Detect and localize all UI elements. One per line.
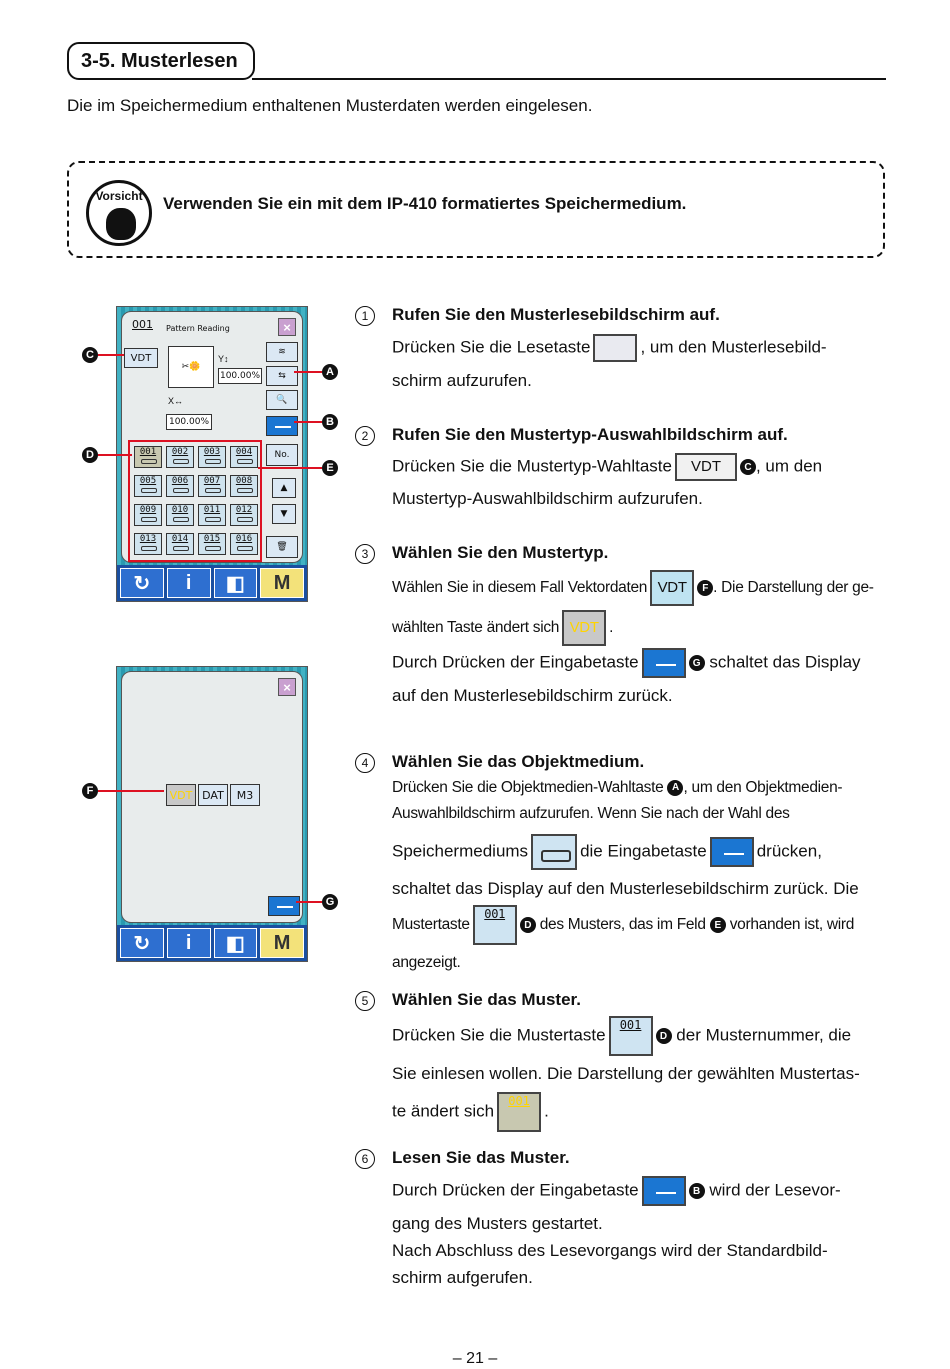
step-6-line-2: gang des Musters gestartet. (392, 1214, 603, 1233)
step-3-line-4: auf den Musterlesebildschirm zurück. (392, 686, 673, 705)
step-title-5: Wählen Sie das Muster. (392, 990, 581, 1009)
step-6-line-1: Durch Drücken der Eingabetaste B wird der Lesevor- (392, 1176, 841, 1206)
close-icon-2[interactable]: × (278, 678, 296, 696)
info-icon[interactable]: i (167, 568, 211, 598)
pattern-button[interactable]: 004 (230, 446, 258, 468)
step-title-1: Rufen Sie den Musterlesebildschirm auf. (392, 305, 720, 324)
step-1-line-1: Drücken Sie die Lesetaste , um den Musterlesebild- (392, 334, 827, 362)
close-icon[interactable]: × (278, 318, 296, 336)
delete-button[interactable]: 🗑 (266, 536, 298, 558)
media-view-icon[interactable]: 🔍 (266, 390, 298, 410)
step-4-line-1: Drücken Sie die Objektmedien-Wahltaste A , um den Objektmedien- (392, 779, 843, 796)
vdt-selected-icon: VDT (562, 610, 606, 646)
step-4-line-5: Mustertaste001D des Musters, das im Feld E vorhanden ist, wird (392, 905, 854, 945)
step-1-line-2: schirm aufzurufen. (392, 371, 532, 390)
scale-y-value: 100.00% (218, 368, 262, 384)
step-5-line-2: Sie einlesen wollen. Die Darstellung der gewählten Mustertas- (392, 1064, 860, 1083)
reset-icon-2[interactable]: ↻ (120, 928, 164, 958)
pattern-button[interactable]: 015 (198, 533, 226, 555)
pattern-button[interactable]: 012 (230, 504, 258, 526)
step-4-line-4: schaltet das Display auf den Musterlesebildschirm zurück. Die (392, 879, 859, 898)
step-number-1: 1 (355, 306, 375, 326)
pattern-button[interactable]: 009 (134, 504, 162, 526)
scale-x-value: 100.00% (166, 414, 212, 430)
step-title-3: Wählen Sie den Mustertyp. (392, 543, 609, 562)
scroll-up-button[interactable]: ▲ (272, 478, 296, 498)
pattern-button[interactable]: 006 (166, 475, 194, 497)
step-number-6: 6 (355, 1149, 375, 1169)
caution-icon-label: Vorsicht (95, 189, 143, 203)
pattern-button[interactable]: 003 (198, 446, 226, 468)
pattern-button[interactable]: 013 (134, 533, 162, 555)
step-5-line-1: Drücken Sie die Mustertaste001D der Musternummer, die (392, 1016, 851, 1056)
marker-c: C (82, 347, 98, 363)
vdt-button-icon: VDT (650, 570, 694, 606)
screen-area-2 (121, 671, 303, 923)
pattern-preview-icon: ✂🌼 (168, 346, 214, 388)
pattern-button-icon: 001 (473, 905, 517, 945)
enter-button-icon-2 (710, 837, 754, 867)
pattern-button[interactable]: 007 (198, 475, 226, 497)
step-2-line-1: Drücken Sie die Mustertyp-Wahltaste VDT C , um den (392, 453, 822, 481)
section-title: 3-5. Musterlesen (67, 42, 255, 80)
stitch-icon[interactable]: ≋ (266, 342, 298, 362)
dat-button[interactable]: DAT (198, 784, 228, 806)
mode-button[interactable]: M (260, 568, 304, 598)
m3-button[interactable]: M3 (230, 784, 260, 806)
step-3-line-1: Wählen Sie in diesem Fall Vektordaten VDT F . Die Darstellung der ge- (392, 570, 874, 606)
reset-icon[interactable]: ↻ (120, 568, 164, 598)
pattern-selected-icon: 001 (497, 1092, 541, 1132)
step-number-3: 3 (355, 544, 375, 564)
step-4-line-3: Speichermediums die Eingabetaste drücken, (392, 834, 822, 870)
marker-f: F (82, 783, 98, 799)
pattern-button[interactable]: 001 (134, 446, 162, 468)
enter-button-icon-3 (642, 1176, 686, 1206)
pattern-button[interactable]: 008 (230, 475, 258, 497)
intro-text: Die im Speichermedium enthaltenen Musterdaten werden eingelesen. (67, 96, 593, 115)
marker-d: D (82, 447, 98, 463)
info-icon-2[interactable]: i (167, 928, 211, 958)
media-select-button[interactable]: ⇆ (266, 366, 298, 386)
vdt-type-button-icon: VDT (675, 453, 737, 481)
read-button-icon (593, 334, 637, 362)
marker-g: G (322, 894, 338, 910)
bottom-bar (117, 565, 307, 601)
marker-b: B (322, 414, 338, 430)
caution-hand-icon (86, 180, 152, 246)
pattern-button[interactable]: 011 (198, 504, 226, 526)
storage-media-icon (531, 834, 577, 870)
marker-a: A (322, 364, 338, 380)
step-4-line-6: angezeigt. (392, 954, 461, 971)
step-4-line-2: Auswahlbildschirm aufzurufen. Wenn Sie nach der Wahl des (392, 805, 790, 822)
step-title-6: Lesen Sie das Muster. (392, 1148, 570, 1167)
step-3-line-2: wählten Taste ändert sich VDT . (392, 610, 613, 646)
enter-button-2[interactable] (268, 896, 300, 916)
step-2-line-2: Mustertyp-Auswahlbildschirm aufzurufen. (392, 489, 703, 508)
step-title-2: Rufen Sie den Mustertyp-Auswahlbildschirm auf. (392, 425, 788, 444)
vdt-button[interactable]: VDT (166, 784, 196, 806)
bottom-bar-2 (117, 925, 307, 961)
enter-button-icon (642, 648, 686, 678)
step-number-4: 4 (355, 753, 375, 773)
step-number-5: 5 (355, 991, 375, 1011)
caution-text: Verwenden Sie ein mit dem IP-410 formatiertes Speichermedium. (163, 194, 687, 213)
step-3-line-3: Durch Drücken der Eingabetaste G schaltet das Display (392, 648, 861, 678)
pattern-button[interactable]: 010 (166, 504, 194, 526)
pattern-button[interactable]: 016 (230, 533, 258, 555)
step-6-line-4: schirm aufgerufen. (392, 1268, 533, 1287)
marker-e: E (322, 460, 338, 476)
step-title-4: Wählen Sie das Objektmedium. (392, 752, 645, 771)
pattern-reading-screen (116, 306, 308, 602)
title-rule (252, 78, 886, 80)
pattern-button-icon-2: 001 (609, 1016, 653, 1056)
step-6-line-3: Nach Abschluss des Lesevorgangs wird der Standardbild- (392, 1241, 828, 1260)
step-number-2: 2 (355, 426, 375, 446)
pattern-type-button[interactable]: VDT (124, 348, 158, 368)
pattern-button[interactable]: 002 (166, 446, 194, 468)
communication-icon[interactable]: ◧ (214, 568, 258, 598)
screen-title: Pattern Reading (166, 324, 230, 333)
page-number: – 21 – (452, 1350, 498, 1367)
pattern-button[interactable]: 014 (166, 533, 194, 555)
mode-button-2[interactable]: M (260, 928, 304, 958)
pattern-type-screen (116, 666, 308, 962)
step-5-line-3: te ändert sich001. (392, 1092, 549, 1132)
communication-icon-2[interactable]: ◧ (214, 928, 258, 958)
enter-button[interactable] (266, 416, 298, 436)
hand-shape (106, 208, 136, 240)
scroll-down-button[interactable]: ▼ (272, 504, 296, 524)
number-button[interactable]: No. (266, 444, 298, 466)
pattern-number: 001 (132, 318, 153, 331)
pattern-button[interactable]: 005 (134, 475, 162, 497)
screen-area: 001 Pattern Reading × VDT ✂🌼 Y↕ 100.00% X↔ 100.00% ≋ ⇆ 🔍 No. ▲ ▼ 🗑 001 002 003 004 005 006 007 008 009 010 011 012 013 014 015 016 (121, 311, 303, 563)
